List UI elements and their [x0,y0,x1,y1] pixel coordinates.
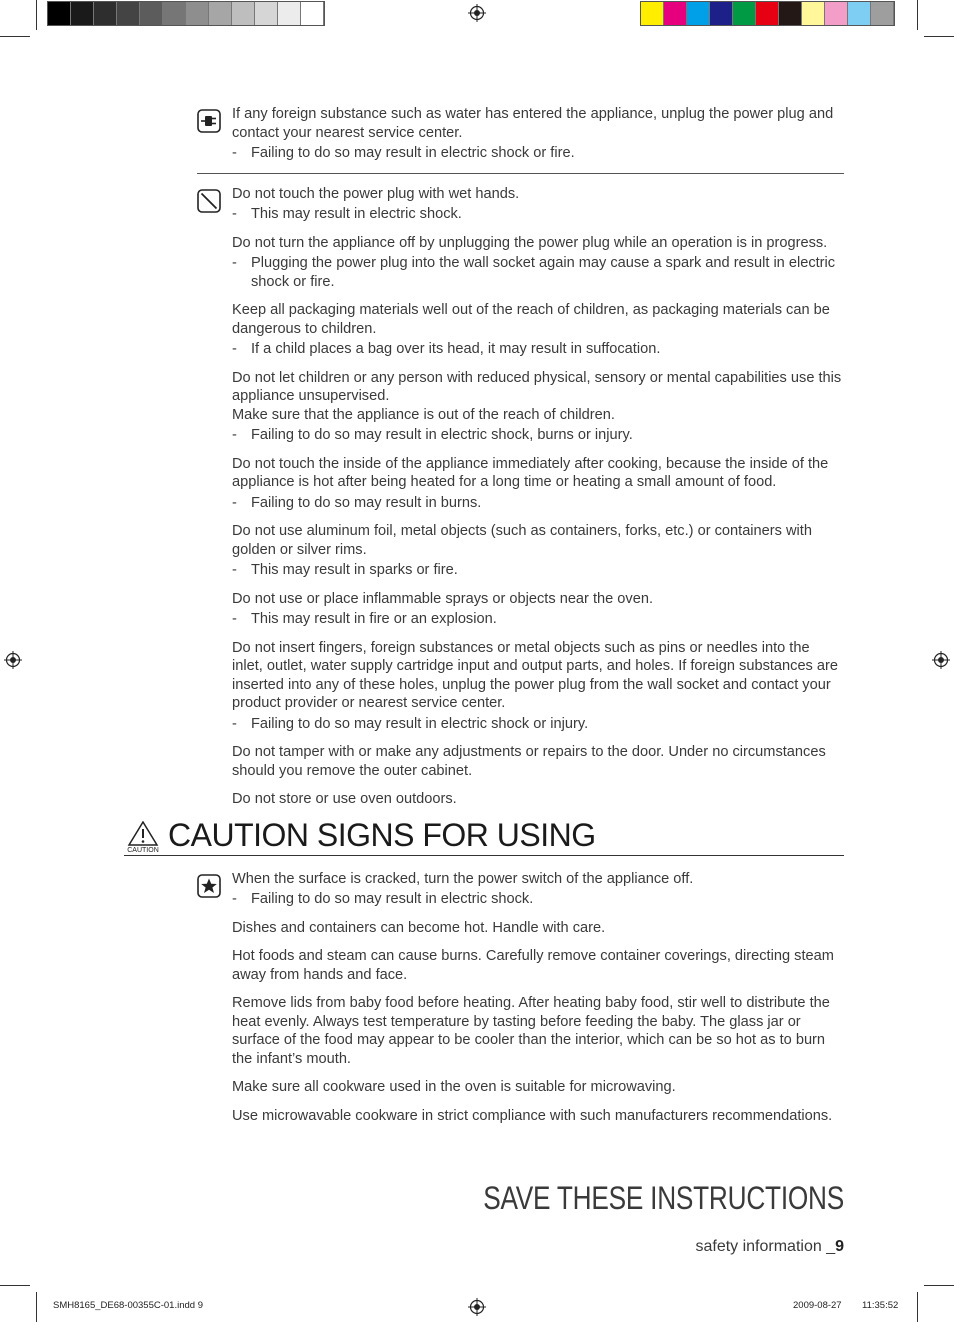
crop-mark [0,36,30,37]
instruction-item [232,590,844,629]
instruction-item [232,919,844,938]
crop-mark [36,0,37,30]
crop-mark [917,0,918,30]
instruction-text: Dishes and containers can become hot. Handle with care. [232,919,606,936]
print-time: 11:35:52 [862,1300,899,1311]
page-title: CAUTION SIGNS FOR USING [168,816,596,853]
instruction-consequence: - Failing to do so may result in burns. [232,494,844,513]
crop-mark [924,36,954,37]
instruction-consequence: - Failing to do so may result in electric shock or injury. [232,715,844,734]
instruction-item [232,369,844,445]
color-swatch [255,2,278,25]
instruction-text: When the surface is cracked, turn the power switch of the appliance off. [232,870,694,887]
instruction-consequence: - Failing to do so may result in electric shock. [232,890,844,909]
instruction-text: Do not insert fingers, foreign substances or metal objects such as pins or needles into the inlet, outlet, water supply cartridge input and output parts, and holes. If foreign substances are inserted into any of these holes, unplug the power plug from the wall socket and contact your product provider or nearest service center. [232,639,839,711]
instruction-text: Do not touch the inside of the appliance immediately after cooking, because the inside of the appliance is hot after being heated for a long time or heating a small amount of food. [232,455,829,490]
instruction-item [232,947,844,984]
registration-mark-icon [4,651,22,669]
instruction-consequence: - This may result in fire or an explosion. [232,610,844,629]
color-swatch [278,2,301,25]
instruction-item [232,870,844,909]
print-date: 2009-08-27 [793,1300,842,1311]
instruction-item [232,185,844,224]
instruction-item [232,522,844,580]
registration-mark-icon [468,1298,486,1316]
instruction-consequence: - This may result in electric shock. [232,205,844,224]
instruction-text: Do not turn the appliance off by unplugging the power plug while an operation is in progress. [232,234,828,251]
color-swatch [756,2,779,25]
page-number: 9 [835,1238,844,1255]
instruction-consequence: - This may result in sparks or fire. [232,561,844,580]
grayscale-color-bar [47,1,325,26]
instruction-text: Do not use aluminum foil, metal objects (such as containers, forks, etc.) or containers with golden or silver rims. [232,523,812,558]
instruction-consequence: - Failing to do so may result in electric shock, burns or injury. [232,426,844,445]
color-swatch [641,2,664,25]
instruction-item [232,743,844,780]
color-swatch [186,2,209,25]
unplug-warning-block [197,105,844,163]
crop-mark [924,1285,954,1286]
color-swatch [232,2,255,25]
color-swatch [779,2,802,25]
instruction-text: If any foreign substance such as water has entered the appliance, unplug the power plug and contact your nearest service center. [232,106,834,141]
instruction-item [232,1107,844,1126]
unplug-plug-icon [197,109,221,133]
color-swatch [71,2,94,25]
color-swatch [825,2,848,25]
color-swatch [94,2,117,25]
instruction-consequence: - Plugging the power plug into the wall socket again may cause a spark and result in electric shock or fire. [232,254,844,291]
page-content [127,105,844,1135]
caution-triangle-icon [124,821,162,853]
color-swatch [140,2,163,25]
instruction-item [232,234,844,292]
instruction-text: Remove lids from baby food before heating. After heating baby food, stir well to distribute the heat evenly. Always test temperature by tasting before feeding the baby. The glass jar or surface of the food may appear to be cooler than the interior, which can be so hot as to burn the infant’s mouth. [232,995,830,1067]
instruction-consequence: - If a child places a bag over its head, it may result in suffocation. [232,340,844,359]
color-swatch [733,2,756,25]
caution-icon-label: CAUTION [127,846,159,853]
page-footer [695,1238,844,1256]
instruction-item [232,1078,844,1097]
caution-block [197,870,844,1126]
instruction-text: Make sure all cookware used in the oven is suitable for microwaving. [232,1079,676,1095]
instruction-item [232,105,844,163]
instruction-text: Do not let children or any person with reduced physical, sensory or mental capabilities use this appliance unsupervised. [232,369,842,404]
instruction-text: Do not store or use oven outdoors. [232,791,457,807]
crop-mark [36,1292,37,1322]
registration-mark-icon [932,651,950,669]
registration-mark-icon [468,4,486,22]
instruction-item [232,994,844,1068]
crop-mark [917,1292,918,1322]
instruction-text: Keep all packaging materials well out of the reach of children, as packaging materials can be dangerous to children. [232,302,830,337]
instruction-text: Use microwavable cookware in strict compliance with such manufacturers recommendations. [232,1107,833,1124]
instruction-text: Do not touch the power plug with wet hands. [232,185,520,202]
section-divider [197,173,844,174]
instruction-consequence: - Failing to do so may result in electric shock or fire. [232,144,844,163]
star-note-icon [197,874,221,898]
instruction-text: Make sure that the appliance is out of the reach of children. [232,406,615,423]
color-swatch [710,2,733,25]
color-swatch [117,2,140,25]
footer-section-label: safety information _ [695,1238,836,1255]
prohibited-warning-block [197,185,844,809]
color-swatch [48,2,71,25]
file-slug: SMH8165_DE68-00355C-01.indd 9 [53,1300,203,1311]
instruction-text: Do not tamper with or make any adjustments or repairs to the door. Under no circumstances should you remove the outer cabinet. [232,744,826,779]
caution-section-heading [124,816,844,856]
instruction-text: Do not use or place inflammable sprays or objects near the oven. [232,590,654,607]
color-swatch [687,2,710,25]
crop-mark [0,1285,30,1286]
color-swatch [301,2,324,25]
color-swatch [163,2,186,25]
color-swatch [209,2,232,25]
process-color-bar [640,1,895,26]
instruction-item [232,301,844,359]
color-swatch [802,2,825,25]
color-swatch [871,2,894,25]
color-swatch [664,2,687,25]
instruction-item [232,639,844,734]
instruction-item [232,790,844,809]
instruction-text: Hot foods and steam can cause burns. Carefully remove container coverings, directing steam away from hands and face. [232,948,834,983]
prohibited-icon [197,189,221,213]
color-swatch [848,2,871,25]
instruction-item [232,455,844,513]
save-instructions-heading: SAVE THESE INSTRUCTIONS [483,1180,844,1216]
